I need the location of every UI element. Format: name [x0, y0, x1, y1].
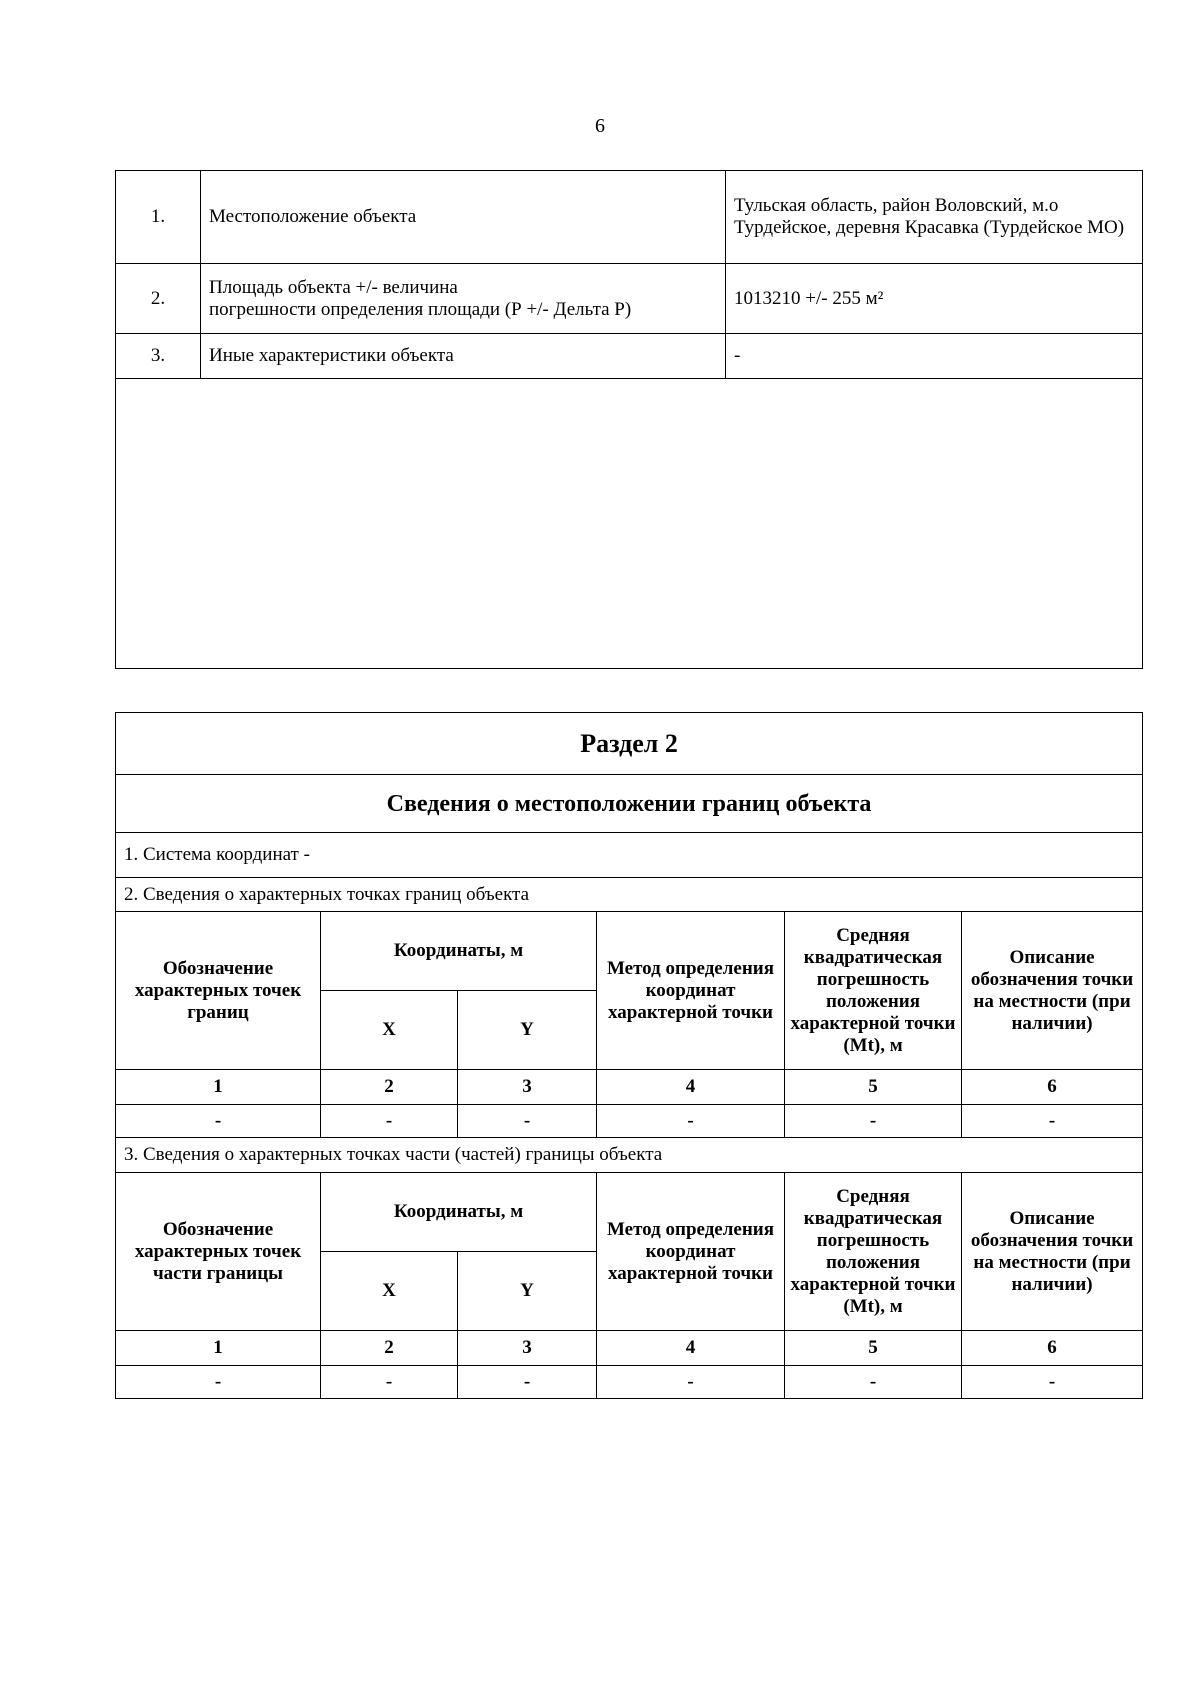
col-number: 2 — [321, 1070, 458, 1105]
col-error: Средняя квадратическая погрешность положения характерной точки (Mt), м — [785, 912, 962, 1070]
blank-cell — [116, 379, 1143, 669]
page-number: 6 — [595, 115, 605, 137]
table-cell: - — [458, 1366, 597, 1399]
coord-system: 1. Система координат - — [116, 833, 1143, 878]
col-description: Описание обозначения точки на местности (при наличии) — [962, 912, 1143, 1070]
table-cell: - — [321, 1105, 458, 1138]
table-cell: - — [597, 1105, 785, 1138]
col-number: 2 — [321, 1331, 458, 1366]
col-point-designation: Обозначение характерных точек границ — [116, 912, 321, 1070]
table-row — [116, 1105, 1143, 1138]
table-cell: - — [962, 1366, 1143, 1399]
col-number: 3 — [458, 1070, 597, 1105]
other-label: Иные характеристики объекта — [201, 334, 726, 379]
object-info-table — [115, 170, 1143, 669]
points-heading: 2. Сведения о характерных точках границ объекта — [116, 878, 1143, 912]
col-error: Средняя квадратическая погрешность положения характерной точки (Mt), м — [785, 1173, 962, 1331]
col-y: Y — [458, 1252, 597, 1331]
row-number: 1. — [116, 171, 201, 264]
col-method: Метод определения координат характерной точки — [597, 912, 785, 1070]
col-number: 3 — [458, 1331, 597, 1366]
col-number: 1 — [116, 1070, 321, 1105]
table-row — [116, 334, 1143, 379]
col-x: X — [321, 1252, 458, 1331]
area-label-line2: погрешности определения площади (Р +/- Дельта Р) — [209, 298, 632, 320]
table-cell: - — [962, 1105, 1143, 1138]
boundaries-table — [115, 712, 1143, 1399]
other-value: - — [726, 334, 1143, 379]
col-coordinates: Координаты, м — [321, 912, 597, 991]
location-label: Местоположение объекта — [201, 171, 726, 264]
table-cell: - — [785, 1366, 962, 1399]
row-number: 3. — [116, 334, 201, 379]
col-number: 4 — [597, 1070, 785, 1105]
table-row — [116, 264, 1143, 334]
col-part-point-designation: Обозначение характерных точек части границы — [116, 1173, 321, 1331]
section-title: Раздел 2 — [116, 713, 1143, 775]
table-row — [116, 1366, 1143, 1399]
table-cell: - — [116, 1366, 321, 1399]
empty-area — [116, 379, 1143, 669]
col-number: 5 — [785, 1331, 962, 1366]
col-coordinates: Координаты, м — [321, 1173, 597, 1252]
col-method: Метод определения координат характерной точки — [597, 1173, 785, 1331]
table-cell: - — [458, 1105, 597, 1138]
col-y: Y — [458, 991, 597, 1070]
area-label — [201, 264, 726, 334]
table-cell: - — [785, 1105, 962, 1138]
col-description: Описание обозначения точки на местности (при наличии) — [962, 1173, 1143, 1331]
row-number: 2. — [116, 264, 201, 334]
table-cell: - — [116, 1105, 321, 1138]
col-number: 4 — [597, 1331, 785, 1366]
location-value: Тульская область, район Воловский, м.о Турдейское, деревня Красавка (Турдейское МО) — [726, 171, 1143, 264]
table-cell: - — [321, 1366, 458, 1399]
col-number: 6 — [962, 1331, 1143, 1366]
col-x: X — [321, 991, 458, 1070]
table-row — [116, 1070, 1143, 1105]
area-label-line1: Площадь объекта +/- величина — [209, 276, 458, 298]
area-value: 1013210 +/- 255 м² — [726, 264, 1143, 334]
col-number: 1 — [116, 1331, 321, 1366]
col-number: 6 — [962, 1070, 1143, 1105]
parts-heading: 3. Сведения о характерных точках части (частей) границы объекта — [116, 1138, 1143, 1173]
col-number: 5 — [785, 1070, 962, 1105]
section-subtitle: Сведения о местоположении границ объекта — [116, 775, 1143, 833]
table-cell: - — [597, 1366, 785, 1399]
table-row — [116, 171, 1143, 264]
table-row — [116, 1331, 1143, 1366]
